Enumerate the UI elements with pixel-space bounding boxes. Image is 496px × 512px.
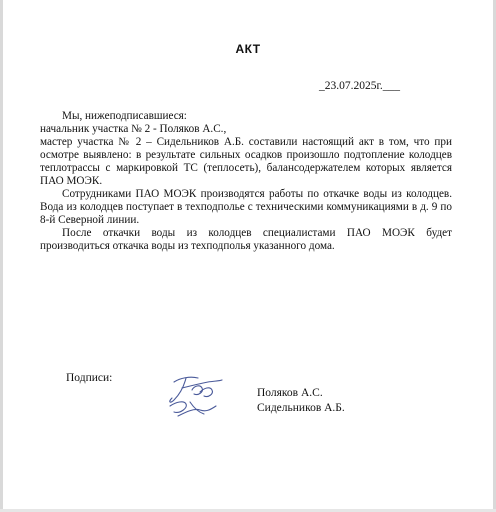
participant-1-line: начальник участка № 2 - Поляков А.С., bbox=[40, 123, 227, 135]
signatory-names bbox=[257, 386, 345, 416]
works-paragraph: Сотрудниками ПАО МОЭК производятся работы по откачке воды из колодцев. Вода из колодцев поступает в техподполье с техническими коммуникациями в д. 9 по 8-й Северной линии. bbox=[40, 188, 452, 226]
page-border-left bbox=[0, 0, 3, 512]
signatory-name: Сидельников А.Б. bbox=[257, 402, 345, 414]
followup-paragraph: После откачки воды из колодцев специалистами ПАО МОЭК будет производиться откачка воды из техподполья указанного дома. bbox=[40, 227, 452, 252]
signatures-label: Подписи: bbox=[66, 372, 113, 384]
document-body bbox=[40, 110, 452, 253]
intro-paragraph: Мы, нижеподписавшиеся: bbox=[62, 110, 187, 122]
document-date: _23.07.2025г.___ bbox=[318, 80, 400, 92]
findings-paragraph: мастер участка № 2 – Сидельников А.Б. составили настоящий акт в том, что при осмотре выявлено: в результате сильных осадков произошло подтопление колодцев теплотрассы с маркировкой ТС (теплосеть), балансодержателем которых является ПАО МОЭК. bbox=[40, 136, 452, 187]
document-title: АКТ bbox=[235, 42, 261, 56]
signatory-name: Поляков А.С. bbox=[257, 387, 323, 399]
handwritten-signature bbox=[164, 372, 224, 422]
